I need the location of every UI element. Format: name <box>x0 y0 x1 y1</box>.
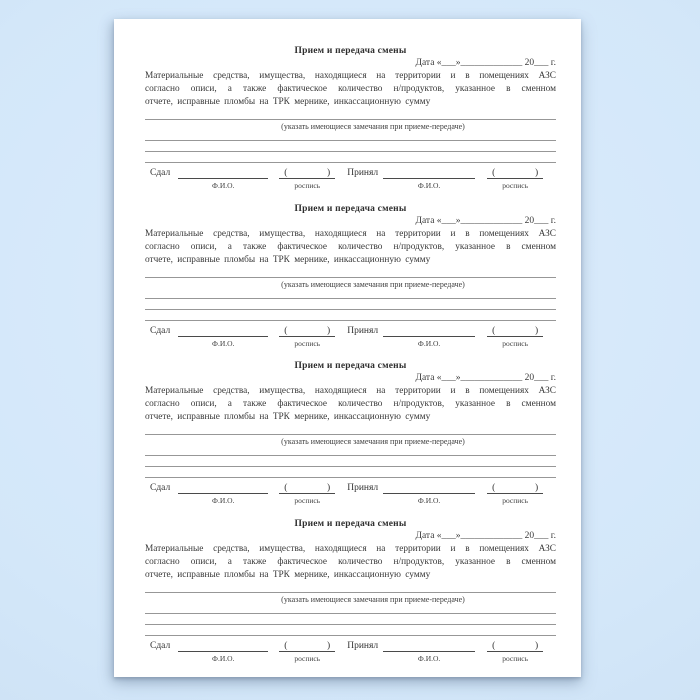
signature-row <box>145 482 556 505</box>
signature-caption: роспись <box>294 338 321 348</box>
took-label: Принял <box>347 640 379 651</box>
remarks-caption: (указать имеющиеся замечания при приеме-передаче) <box>281 279 465 289</box>
open-paren: ( <box>492 640 496 651</box>
body-line-1: Материальные средства, имущества, находящиеся на территории и в помещениях АЗС <box>145 543 556 554</box>
name-blank-line <box>178 167 268 179</box>
signature-row <box>145 167 556 190</box>
blank-rule-1 <box>145 434 556 435</box>
body-line-3: отчете, исправные пломбы на ТРК мернике, инкассационную сумму <box>145 254 431 265</box>
blank-rule-3 <box>145 466 556 467</box>
body-line-1: Материальные средства, имущества, находящиеся на территории и в помещениях АЗС <box>145 228 556 239</box>
took-label: Принял <box>347 325 379 336</box>
took-label: Принял <box>347 483 379 493</box>
gave-signature-field <box>279 325 335 348</box>
close-paren: ) <box>534 483 539 493</box>
open-paren: ( <box>284 325 288 336</box>
fio-caption: Ф.И.О. <box>212 181 235 190</box>
fio-caption: Ф.И.О. <box>417 653 441 663</box>
body-line-2: согласно описи, а также фактическое количество н/продуктов, указанное в сменном <box>145 84 556 94</box>
body-line-1: Материальные средства, имущества, находящиеся на территории и в помещениях АЗС <box>145 386 556 396</box>
body-line-3: отчете, исправные пломбы на ТРК мернике, инкассационную сумму <box>145 569 431 580</box>
form-block <box>145 45 556 203</box>
gave-label: Сдал <box>150 168 171 178</box>
took-signature-field <box>487 167 543 190</box>
open-paren: ( <box>284 168 288 178</box>
close-paren: ) <box>327 483 331 493</box>
body-line-2: согласно описи, а также фактическое количество н/продуктов, указанное в сменном <box>145 241 556 252</box>
open-paren: ( <box>492 483 496 493</box>
form-block <box>145 360 556 518</box>
blank-rule-2 <box>145 298 556 299</box>
fio-caption: Ф.И.О. <box>212 653 235 663</box>
took-label: Принял <box>347 168 379 178</box>
date-blank-line: Дата «___»_____________ 20___ г. <box>415 58 556 68</box>
blank-rule-3 <box>145 151 556 152</box>
name-blank-line <box>383 640 475 652</box>
signature-blank-line <box>279 482 335 494</box>
name-blank-line <box>178 325 268 337</box>
gave-label: Сдал <box>150 483 171 493</box>
blank-rule-4 <box>145 635 556 636</box>
blank-rule-4 <box>145 320 556 321</box>
took-name-field <box>383 167 475 190</box>
signature-caption: роспись <box>502 653 528 663</box>
open-paren: ( <box>284 483 288 493</box>
took-signature-field <box>487 482 543 505</box>
signature-blank-line <box>487 167 543 179</box>
took-name-field <box>383 325 475 348</box>
close-paren: ) <box>534 640 539 651</box>
blank-rule-2 <box>145 613 556 614</box>
close-paren: ) <box>327 325 331 336</box>
blank-rule-4 <box>145 162 556 163</box>
date-blank-line: Дата «___»_____________ 20___ г. <box>415 530 556 541</box>
signature-blank-line <box>487 640 543 652</box>
remarks-caption: (указать имеющиеся замечания при приеме-передаче) <box>281 437 465 446</box>
blank-rule-1 <box>145 592 556 593</box>
form-title: Прием и передача смены <box>294 46 407 56</box>
signature-blank-line <box>279 167 335 179</box>
open-paren: ( <box>284 640 288 651</box>
gave-signature-field <box>279 482 335 505</box>
took-signature-field <box>487 640 543 663</box>
body-line-2: согласно описи, а также фактическое количество н/продуктов, указанное в сменном <box>145 399 556 409</box>
form-block <box>145 203 556 361</box>
name-blank-line <box>383 325 475 337</box>
signature-row <box>145 325 556 348</box>
form-block <box>145 518 556 676</box>
remarks-caption: (указать имеющиеся замечания при приеме-передаче) <box>281 122 465 131</box>
gave-name-field <box>178 167 268 190</box>
name-blank-line <box>383 167 475 179</box>
date-blank-line: Дата «___»_____________ 20___ г. <box>415 215 556 226</box>
fio-caption: Ф.И.О. <box>417 338 441 348</box>
body-line-2: согласно описи, а также фактическое количество н/продуктов, указанное в сменном <box>145 556 556 567</box>
close-paren: ) <box>327 640 331 651</box>
gave-label: Сдал <box>150 325 171 336</box>
blank-rule-1 <box>145 277 556 278</box>
signature-blank-line <box>279 640 335 652</box>
form-title: Прием и передача смены <box>294 518 407 529</box>
signature-caption: роспись <box>294 496 321 505</box>
gave-name-field <box>178 325 268 348</box>
blank-rule-3 <box>145 309 556 310</box>
close-paren: ) <box>534 168 539 178</box>
took-name-field <box>383 640 475 663</box>
close-paren: ) <box>327 168 331 178</box>
form-title: Прием и передача смены <box>294 203 407 214</box>
blank-rule-2 <box>145 140 556 141</box>
fio-caption: Ф.И.О. <box>212 338 235 348</box>
fio-caption: Ф.И.О. <box>212 496 235 505</box>
form-title: Прием и передача смены <box>294 361 407 371</box>
blank-rule-3 <box>145 624 556 625</box>
gave-signature-field <box>279 167 335 190</box>
signature-caption: роспись <box>502 181 528 190</box>
signature-blank-line <box>487 325 543 337</box>
date-blank-line: Дата «___»_____________ 20___ г. <box>415 373 556 383</box>
open-paren: ( <box>492 168 496 178</box>
name-blank-line <box>178 640 268 652</box>
open-paren: ( <box>492 325 496 336</box>
gave-name-field <box>178 482 268 505</box>
gave-signature-field <box>279 640 335 663</box>
gave-label: Сдал <box>150 640 171 651</box>
name-blank-line <box>383 482 475 494</box>
signature-blank-line <box>487 482 543 494</box>
remarks-caption: (указать имеющиеся замечания при приеме-передаче) <box>281 594 465 604</box>
signature-blank-line <box>279 325 335 337</box>
body-line-3: отчете, исправные пломбы на ТРК мернике, инкассационную сумму <box>145 412 431 422</box>
signature-row <box>145 640 556 663</box>
name-blank-line <box>178 482 268 494</box>
blank-rule-2 <box>145 455 556 456</box>
body-line-3: отчете, исправные пломбы на ТРК мернике, инкассационную сумму <box>145 97 431 107</box>
body-line-1: Материальные средства, имущества, находящиеся на территории и в помещениях АЗС <box>145 71 556 81</box>
close-paren: ) <box>534 325 539 336</box>
signature-caption: роспись <box>502 338 528 348</box>
signature-caption: роспись <box>502 496 528 505</box>
took-signature-field <box>487 325 543 348</box>
blank-rule-4 <box>145 477 556 478</box>
signature-caption: роспись <box>294 653 321 663</box>
blank-rule-1 <box>145 119 556 120</box>
gave-name-field <box>178 640 268 663</box>
fio-caption: Ф.И.О. <box>417 181 441 190</box>
took-name-field <box>383 482 475 505</box>
document-sheet <box>114 19 581 677</box>
signature-caption: роспись <box>294 181 321 190</box>
fio-caption: Ф.И.О. <box>417 496 441 505</box>
